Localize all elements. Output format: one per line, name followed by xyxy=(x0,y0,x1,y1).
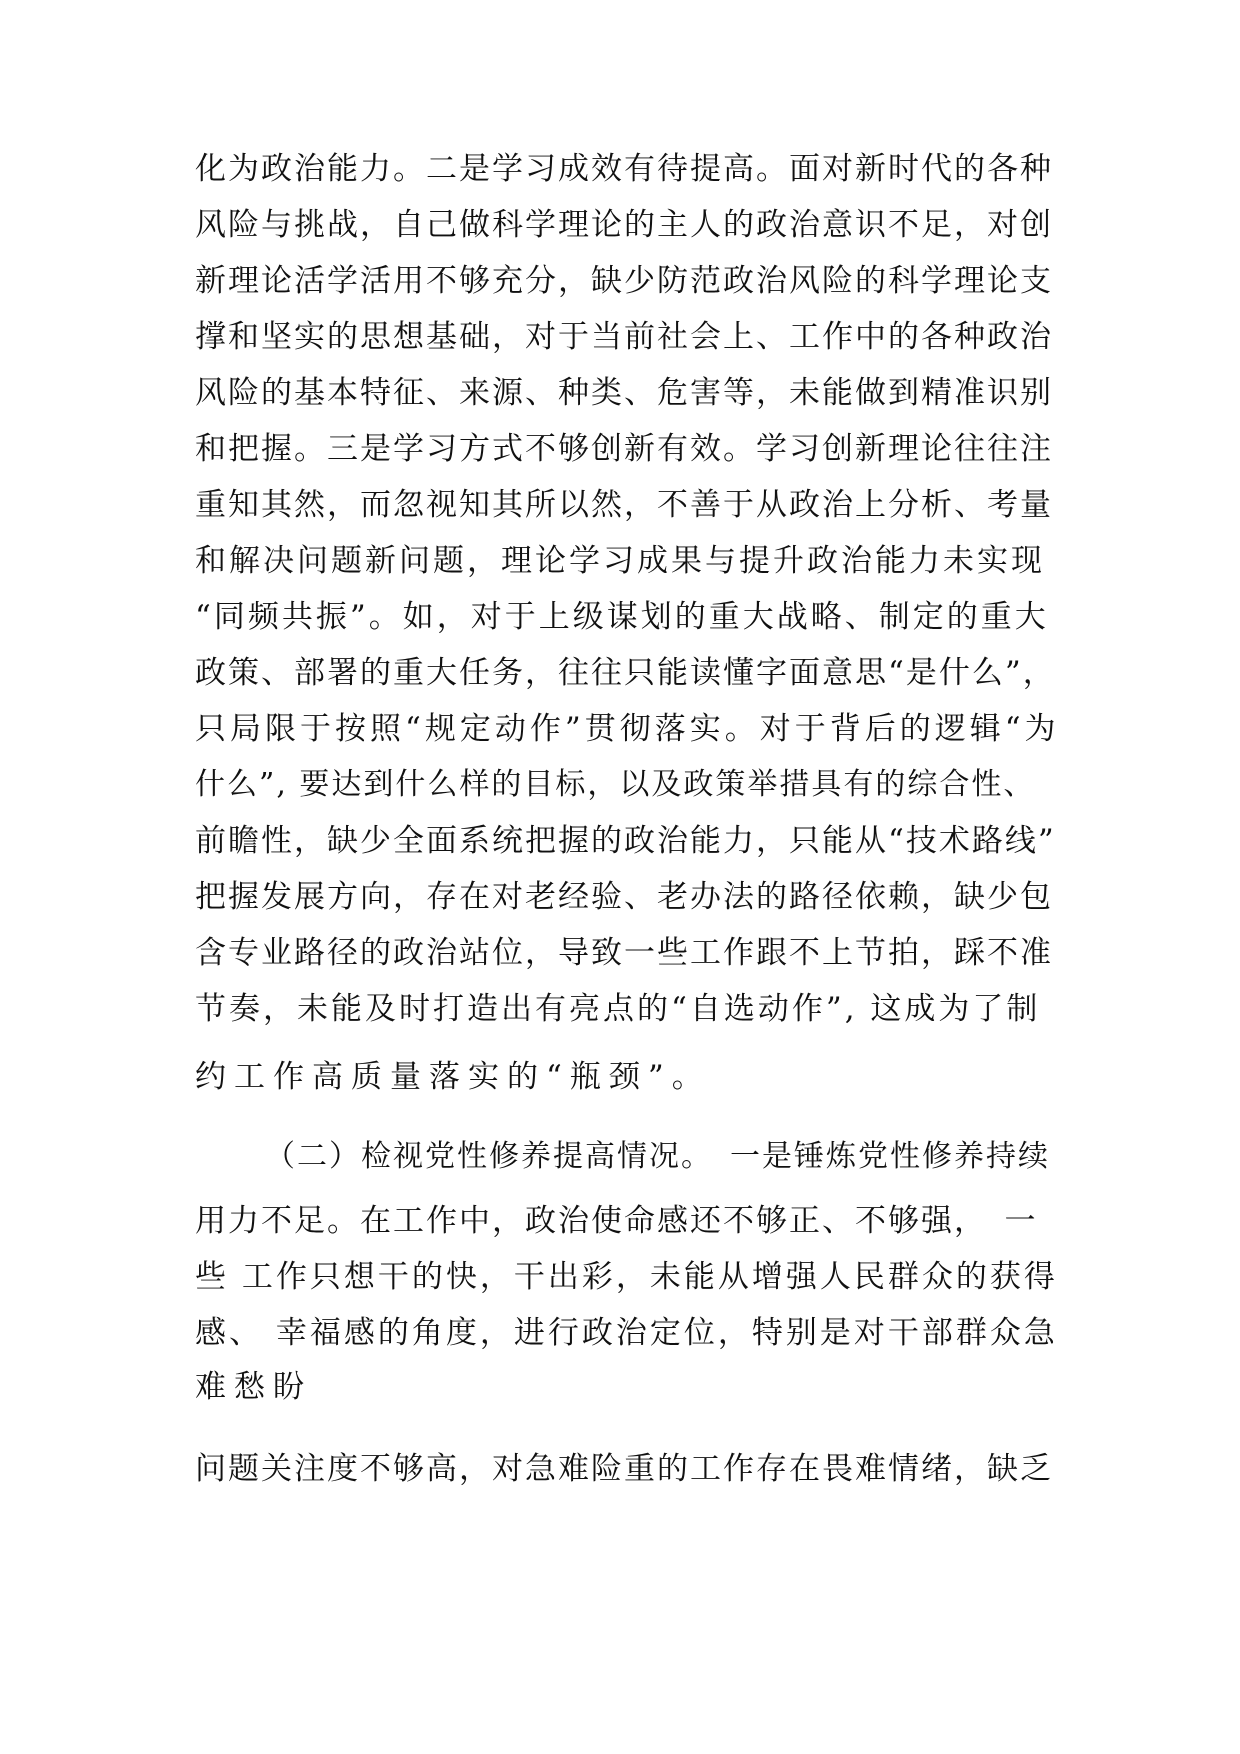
text-line: 只局限于按照“规定动作”贯彻落实。对于背后的逻辑“为 xyxy=(195,711,1060,747)
text-line: 约工作高质量落实的“瓶颈”。 xyxy=(195,1059,711,1095)
text-line: 感、 幸福感的角度，进行政治定位，特别是对干部群众急 xyxy=(195,1315,1058,1351)
text-line: 难愁盼 xyxy=(195,1369,312,1405)
text-line: 含专业路径的政治站位，导致一些工作跟不上节拍，踩不准 xyxy=(195,935,1053,971)
text-line: 用力不足。在工作中，政治使命感还不够正、不够强， 一 xyxy=(195,1203,1038,1239)
text-line: “同频共振”。如，对于上级谋划的重大战略、制定的重大 xyxy=(195,599,1049,635)
text-line: 风险的基本特征、来源、种类、危害等，未能做到精准识别 xyxy=(195,375,1053,411)
text-line: 新理论活学活用不够充分，缺少防范政治风险的科学理论支 xyxy=(195,263,1053,299)
text-line: 什么”, 要达到什么样的目标，以及政策举措具有的综合性、 xyxy=(195,767,1036,802)
text-line: 化为政治能力。二是学习成效有待提高。面对新时代的各种 xyxy=(195,151,1053,187)
section-heading-line: （二）检视党性修养提高情况。 一是锤炼党性修养持续 xyxy=(265,1139,1050,1174)
text-line: 和解决问题新问题，理论学习成果与提升政治能力未实现 xyxy=(195,543,1045,579)
text-line: 和把握。三是学习方式不够创新有效。学习创新理论往往注 xyxy=(195,431,1053,467)
text-line: 政策、部署的重大任务，往往只能读懂字面意思“是什么”， xyxy=(195,655,1056,691)
text-line: 问题关注度不够高，对急难险重的工作存在畏难情绪，缺乏 xyxy=(195,1451,1053,1487)
text-line: 前瞻性，缺少全面系统把握的政治能力，只能从“技术路线” xyxy=(195,823,1056,859)
text-line: 节奏，未能及时打造出有亮点的“自选动作”, 这成为了制 xyxy=(195,991,1041,1027)
text-line: 重知其然，而忽视知其所以然，不善于从政治上分析、考量 xyxy=(195,487,1053,523)
text-line: 风险与挑战，自己做科学理论的主人的政治意识不足，对创 xyxy=(195,207,1053,243)
text-line: 些 工作只想干的快，干出彩，未能从增强人民群众的获得 xyxy=(195,1259,1058,1295)
text-line: 撑和坚实的思想基础，对于当前社会上、工作中的各种政治 xyxy=(195,319,1053,355)
text-line: 把握发展方向，存在对老经验、老办法的路径依赖，缺少包 xyxy=(195,879,1053,915)
